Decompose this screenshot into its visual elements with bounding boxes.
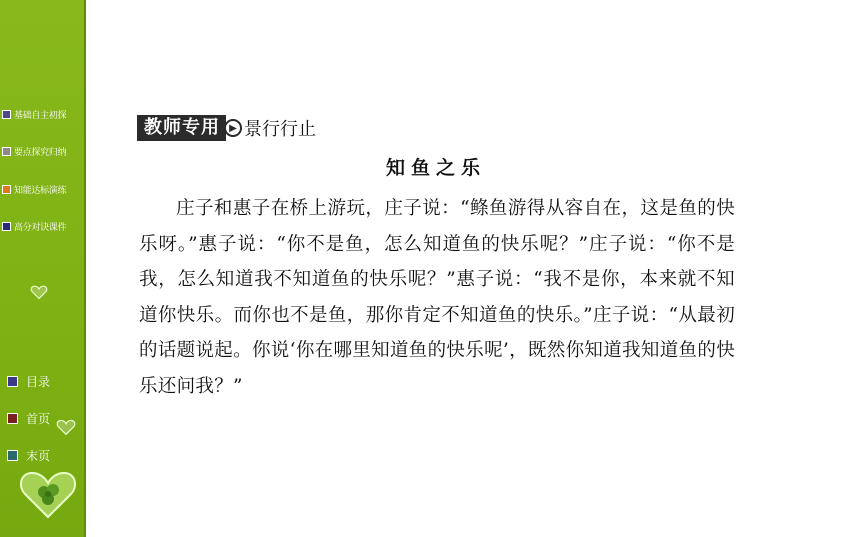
square-bullet-icon [2, 110, 11, 119]
sidebar-item-label: 要点探究归纳 [14, 148, 67, 158]
story-paragraph: 庄子和惠子在桥上游玩，庄子说：“鲦鱼游得从容自在，这是鱼的快乐呀。”惠子说：“你不是鱼，怎么知道鱼的快乐呢？”庄子说：“你不是我，怎么知道我不知道鱼的快乐呢？”惠子说：“我不是你，本来就不知道你快乐。而你也不是鱼，那你肯定不知道鱼的快乐。”庄子说：“从最初的话题说起。你说‘你在哪里知道鱼的快乐呢’，既然你知道我知道鱼的快乐还问我？” [139, 198, 735, 397]
sidebar-item-key-points[interactable] [0, 145, 66, 158]
teacher-badge [137, 115, 316, 141]
nav-label: 末页 [26, 449, 51, 463]
heart-icon [56, 418, 76, 436]
square-bullet-icon [2, 185, 11, 194]
arrow-right-icon: ▶ [224, 119, 242, 137]
sidebar-item-basic-exploration[interactable] [0, 108, 66, 121]
sidebar [0, 0, 84, 537]
clover-heart-icon [18, 465, 78, 521]
square-bullet-icon [2, 147, 11, 156]
sidebar-item-label: 高分对诀课件 [14, 223, 67, 233]
sidebar-item-label: 知能达标演练 [14, 186, 67, 196]
nav-first-page-button[interactable] [0, 410, 50, 427]
badge-label: 教师专用 [137, 115, 226, 141]
nav-last-page-button[interactable] [0, 447, 50, 464]
sidebar-divider [84, 0, 86, 537]
sidebar-item-label: 基础自主初探 [14, 111, 67, 121]
nav-label: 目录 [26, 375, 51, 389]
square-bullet-icon [7, 376, 18, 387]
square-bullet-icon [7, 413, 18, 424]
square-bullet-icon [7, 450, 18, 461]
heart-icon [30, 284, 48, 300]
nav-label: 首页 [26, 412, 51, 426]
sidebar-item-courseware[interactable] [0, 220, 66, 233]
badge-heading: 景行行止 [244, 119, 316, 140]
page-title: 知鱼之乐 [385, 157, 486, 179]
sidebar-item-practice[interactable] [0, 183, 66, 196]
nav-catalog-button[interactable] [0, 373, 50, 390]
square-bullet-icon [2, 222, 11, 231]
